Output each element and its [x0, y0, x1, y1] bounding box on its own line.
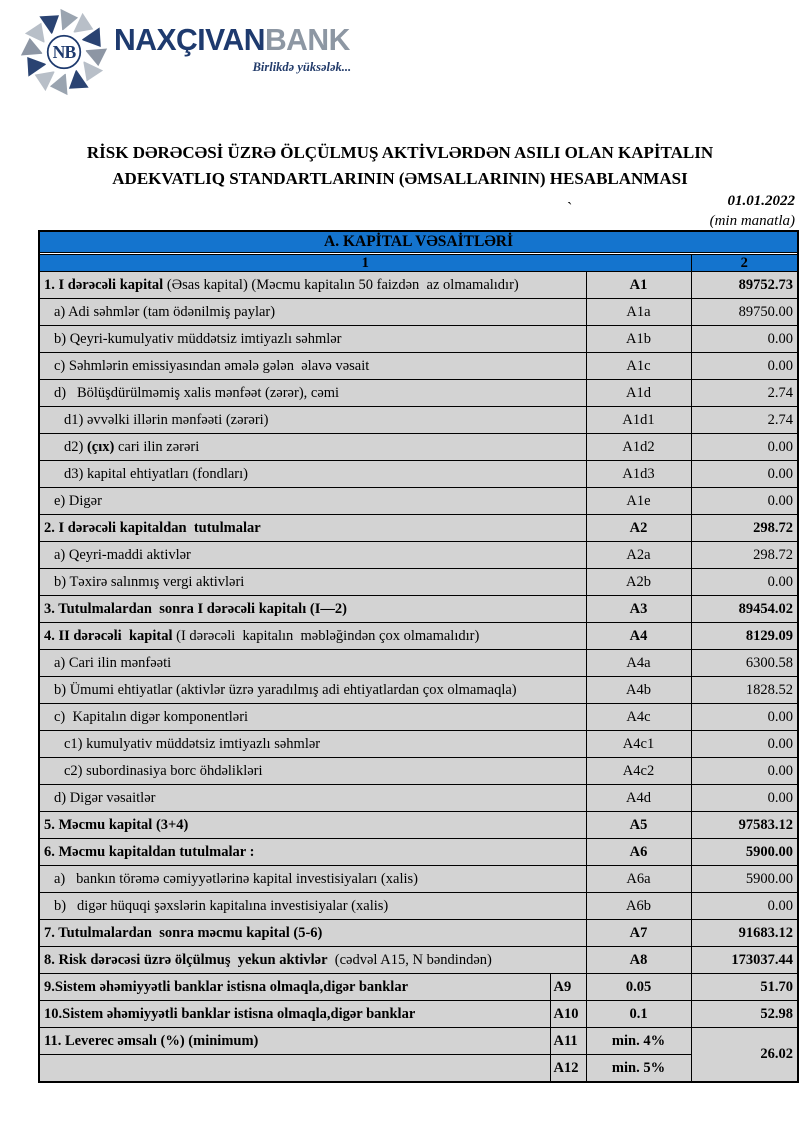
row-label-cell — [39, 812, 586, 839]
table-row — [39, 542, 798, 569]
row-code-cell: A1d — [586, 380, 691, 407]
row-label-cell — [39, 461, 586, 488]
table-row — [39, 866, 798, 893]
table-row — [39, 920, 798, 947]
row-value-cell: 0.00 — [691, 434, 798, 461]
row-label-cell — [39, 866, 586, 893]
row-value-cell: 0.00 — [691, 353, 798, 380]
row-code-cell: A7 — [586, 920, 691, 947]
section-header-row — [39, 231, 798, 252]
row-label-text: 6. Məcmu kapitaldan tutulmalar : — [44, 844, 255, 861]
unit-note: (min manatla) — [709, 213, 795, 230]
bank-logo-pinwheel-icon — [20, 8, 108, 96]
row-value-cell: 0.00 — [691, 488, 798, 515]
row-value-cell: 89752.73 — [691, 272, 798, 299]
row-label-cell — [39, 731, 586, 758]
row-label-cell — [39, 920, 586, 947]
capital-table — [38, 230, 799, 1083]
table-row — [39, 1001, 798, 1028]
row-code-cell: A1e — [586, 488, 691, 515]
row-label-text: b) Qeyri-kumulyativ müddətsiz imtiyazlı səhmlər — [54, 331, 342, 348]
row-label-text: cari ilin zərəri — [114, 439, 200, 456]
row-label-text: 5. Məcmu kapital (3+4) — [44, 817, 189, 834]
row-value-cell: 5900.00 — [691, 839, 798, 866]
section-header: A. KAPİTAL VƏSAİTLƏRİ — [39, 231, 798, 252]
row-label-cell — [39, 839, 586, 866]
row-code-cell: A1c — [586, 353, 691, 380]
table-row — [39, 272, 798, 299]
row-value-cell: 0.00 — [691, 326, 798, 353]
row-label-cell — [39, 380, 586, 407]
row-label-text: a) Qeyri-maddi aktivlər — [54, 547, 191, 564]
row-code-cell: A1a — [586, 299, 691, 326]
row-label-cell — [39, 272, 586, 299]
column-header-2: 2 — [691, 254, 798, 272]
row-value-cell: 0.00 — [691, 785, 798, 812]
row-label-cell — [39, 407, 586, 434]
row-code-cell: A1d1 — [586, 407, 691, 434]
row-label-text: b) Təxirə salınmış vergi aktivləri — [54, 574, 245, 591]
table-row — [39, 893, 798, 920]
row-code-cell: A2b — [586, 569, 691, 596]
row-value-cell: 51.70 — [691, 974, 798, 1001]
row-label-text: d2) — [64, 439, 87, 456]
row-label-text: 4. II dərəcəli kapital — [44, 628, 173, 645]
row-code-cell: A2 — [586, 515, 691, 542]
page-title-line2: ADEKVATLIQ STANDARTLARININ (ƏMSALLARININ) HESABLANMASI — [112, 168, 688, 188]
table-row — [39, 569, 798, 596]
row-label-text: 10.Sistem əhəmiyyətli banklar istisna olmaqla,digər banklar — [44, 1006, 416, 1023]
row-label-cell — [39, 677, 586, 704]
row-label-text: d3) kapital ehtiyatları (fondları) — [64, 466, 248, 483]
row-label-text: a) bankın törəmə cəmiyyətlərinə kapital investisiyaları (xalis) — [54, 871, 418, 888]
row-label-cell — [39, 1001, 550, 1028]
row-label-text: (Əsas kapital) (Məcmu kapitalın 50 faizdən az olmamalıdır) — [163, 277, 519, 294]
row-code-cell: A4c — [586, 704, 691, 731]
row-label-cell — [39, 947, 586, 974]
row-label-text: c1) kumulyativ müddətsiz imtiyazlı səhmlər — [64, 736, 321, 753]
row-value-cell: 89454.02 — [691, 596, 798, 623]
report-date: 01.01.2022 — [727, 193, 795, 209]
row-value-cell: 173037.44 — [691, 947, 798, 974]
table-row — [39, 677, 798, 704]
row-value-cell: 0.00 — [691, 731, 798, 758]
table-row — [39, 758, 798, 785]
row-label-text: 2. I dərəcəli kapitaldan tutulmalar — [44, 520, 261, 537]
table-row — [39, 785, 798, 812]
row-value-cell: 0.00 — [691, 461, 798, 488]
row-code-cell: A4b — [586, 677, 691, 704]
table-row — [39, 353, 798, 380]
row-code-cell: A4c2 — [586, 758, 691, 785]
brand-text — [114, 24, 357, 75]
row-mid-cell: 0.05 — [586, 974, 691, 1001]
table-row — [39, 1055, 798, 1082]
table-row — [39, 596, 798, 623]
table-row — [39, 434, 798, 461]
row-label-cell — [39, 515, 586, 542]
row-code-cell: A1b — [586, 326, 691, 353]
row-value-cell: 2.74 — [691, 407, 798, 434]
brand-tagline: Birlikdə yüksələk... — [252, 59, 352, 74]
row-code-cell: A1d2 — [586, 434, 691, 461]
row-label-cell — [39, 893, 586, 920]
row-value-cell: 6300.58 — [691, 650, 798, 677]
row-label-cell — [39, 758, 586, 785]
row-label-text: (çıx) — [86, 439, 115, 456]
row-value-cell: 26.02 — [691, 1028, 798, 1082]
report-meta — [710, 191, 795, 232]
row-code-cell: A8 — [586, 947, 691, 974]
row-label-text: 11. Leverec əmsalı (%) (minimum) — [44, 1033, 259, 1050]
row-label-cell — [39, 299, 586, 326]
row-code-cell: A6 — [586, 839, 691, 866]
row-label-cell — [39, 542, 586, 569]
table-row — [39, 974, 798, 1001]
row-label-cell — [39, 434, 586, 461]
row-value-cell: 298.72 — [691, 542, 798, 569]
row-value-cell: 89750.00 — [691, 299, 798, 326]
column-header-1: 1 — [39, 254, 691, 272]
row-mid-cell: min. 5% — [586, 1055, 691, 1082]
row-code-cell: A5 — [586, 812, 691, 839]
row-label-cell — [39, 650, 586, 677]
table-row — [39, 488, 798, 515]
row-code-cell: A2a — [586, 542, 691, 569]
table-row — [39, 299, 798, 326]
row-mid-cell: 0.1 — [586, 1001, 691, 1028]
row-label-cell — [39, 1028, 550, 1055]
row-label-text: d) Digər vəsaitlər — [54, 790, 156, 807]
bank-monogram: NB — [52, 42, 76, 63]
row-value-cell: 5900.00 — [691, 866, 798, 893]
row-value-cell: 0.00 — [691, 893, 798, 920]
row-code-cell: A11 — [550, 1028, 586, 1055]
row-value-cell: 0.00 — [691, 758, 798, 785]
row-label-text: e) Digər — [54, 493, 102, 510]
row-label-text: 7. Tutulmalardan sonra məcmu kapital (5-6) — [44, 925, 323, 942]
row-label-cell — [39, 569, 586, 596]
brand-name — [114, 24, 350, 57]
row-value-cell: 0.00 — [691, 704, 798, 731]
row-label-text: 3. Tutulmalardan sonra I dərəcəli kapitalı (I—2) — [44, 601, 347, 618]
brand-header — [20, 8, 357, 96]
table-row — [39, 839, 798, 866]
row-label-text: 9.Sistem əhəmiyyətli banklar istisna olmaqla,digər banklar — [44, 979, 409, 996]
row-value-cell: 52.98 — [691, 1001, 798, 1028]
row-code-cell: A12 — [550, 1055, 586, 1082]
row-label-text: 8. Risk dərəcəsi üzrə ölçülmuş yekun aktivlər — [44, 952, 328, 969]
row-code-cell: A9 — [550, 974, 586, 1001]
row-value-cell: 298.72 — [691, 515, 798, 542]
row-label-cell — [39, 1055, 550, 1082]
row-value-cell: 97583.12 — [691, 812, 798, 839]
row-label-text: d) Bölüşdürülməmiş xalis mənfəət (zərər), cəmi — [54, 385, 340, 402]
row-label-text: c) Səhmlərin emissiyasından əmələ gələn əlavə vəsait — [54, 358, 370, 375]
row-label-text: b) digər hüquqi şəxslərin kapitalına investisiyalar (xalis) — [54, 898, 389, 915]
row-code-cell: A10 — [550, 1001, 586, 1028]
row-label-cell — [39, 974, 550, 1001]
page-title-line1: RİSK DƏRƏCƏSİ ÜZRƏ ÖLÇÜLMUŞ AKTİVLƏRDƏN ASILI OLAN KAPİTALIN — [86, 143, 714, 162]
row-code-cell: A4c1 — [586, 731, 691, 758]
table-row — [39, 623, 798, 650]
page-title — [0, 140, 800, 191]
row-code-cell: A3 — [586, 596, 691, 623]
table-row — [39, 704, 798, 731]
table-row — [39, 407, 798, 434]
table-row — [39, 812, 798, 839]
row-label-text: (I dərəcəli kapitalın məbləğindən çox olmamalıdır) — [172, 628, 480, 645]
row-label-text: (cədvəl A15, N bəndindən) — [327, 952, 492, 969]
table-row — [39, 461, 798, 488]
table-row — [39, 326, 798, 353]
row-label-cell — [39, 704, 586, 731]
stray-mark: ` — [567, 200, 573, 217]
table-row — [39, 380, 798, 407]
row-code-cell: A1 — [586, 272, 691, 299]
brand-name-secondary: BANK — [264, 22, 350, 57]
row-code-cell: A1d3 — [586, 461, 691, 488]
row-label-cell — [39, 785, 586, 812]
column-header-row — [39, 254, 798, 272]
row-code-cell: A6b — [586, 893, 691, 920]
table-row — [39, 1028, 798, 1055]
brand-name-primary: NAXÇIVAN — [114, 22, 265, 57]
row-label-text: c) Kapitalın digər komponentləri — [54, 709, 249, 726]
row-label-cell — [39, 596, 586, 623]
row-value-cell: 8129.09 — [691, 623, 798, 650]
row-label-text: 1. I dərəcəli kapital — [44, 277, 164, 294]
row-label-cell — [39, 326, 586, 353]
row-value-cell: 2.74 — [691, 380, 798, 407]
row-label-cell — [39, 623, 586, 650]
row-code-cell: A4 — [586, 623, 691, 650]
row-label-text: a) Adi səhmlər (tam ödənilmiş paylar) — [54, 304, 276, 321]
row-code-cell: A4a — [586, 650, 691, 677]
row-label-text: c2) subordinasiya borc öhdəlikləri — [64, 763, 263, 780]
row-label-text: b) Ümumi ehtiyatlar (aktivlər üzrə yaradılmış adi ehtiyatlardan çox olmamaqla) — [54, 682, 517, 699]
row-mid-cell: min. 4% — [586, 1028, 691, 1055]
table-row — [39, 947, 798, 974]
table-row — [39, 515, 798, 542]
row-label-cell — [39, 488, 586, 515]
table-row — [39, 650, 798, 677]
row-label-cell — [39, 353, 586, 380]
row-label-text: a) Cari ilin mənfəəti — [54, 655, 172, 672]
row-value-cell: 1828.52 — [691, 677, 798, 704]
row-code-cell: A4d — [586, 785, 691, 812]
row-value-cell: 0.00 — [691, 569, 798, 596]
row-code-cell: A6a — [586, 866, 691, 893]
row-label-text: d1) əvvəlki illərin mənfəəti (zərəri) — [64, 412, 269, 429]
row-value-cell: 91683.12 — [691, 920, 798, 947]
table-row — [39, 731, 798, 758]
